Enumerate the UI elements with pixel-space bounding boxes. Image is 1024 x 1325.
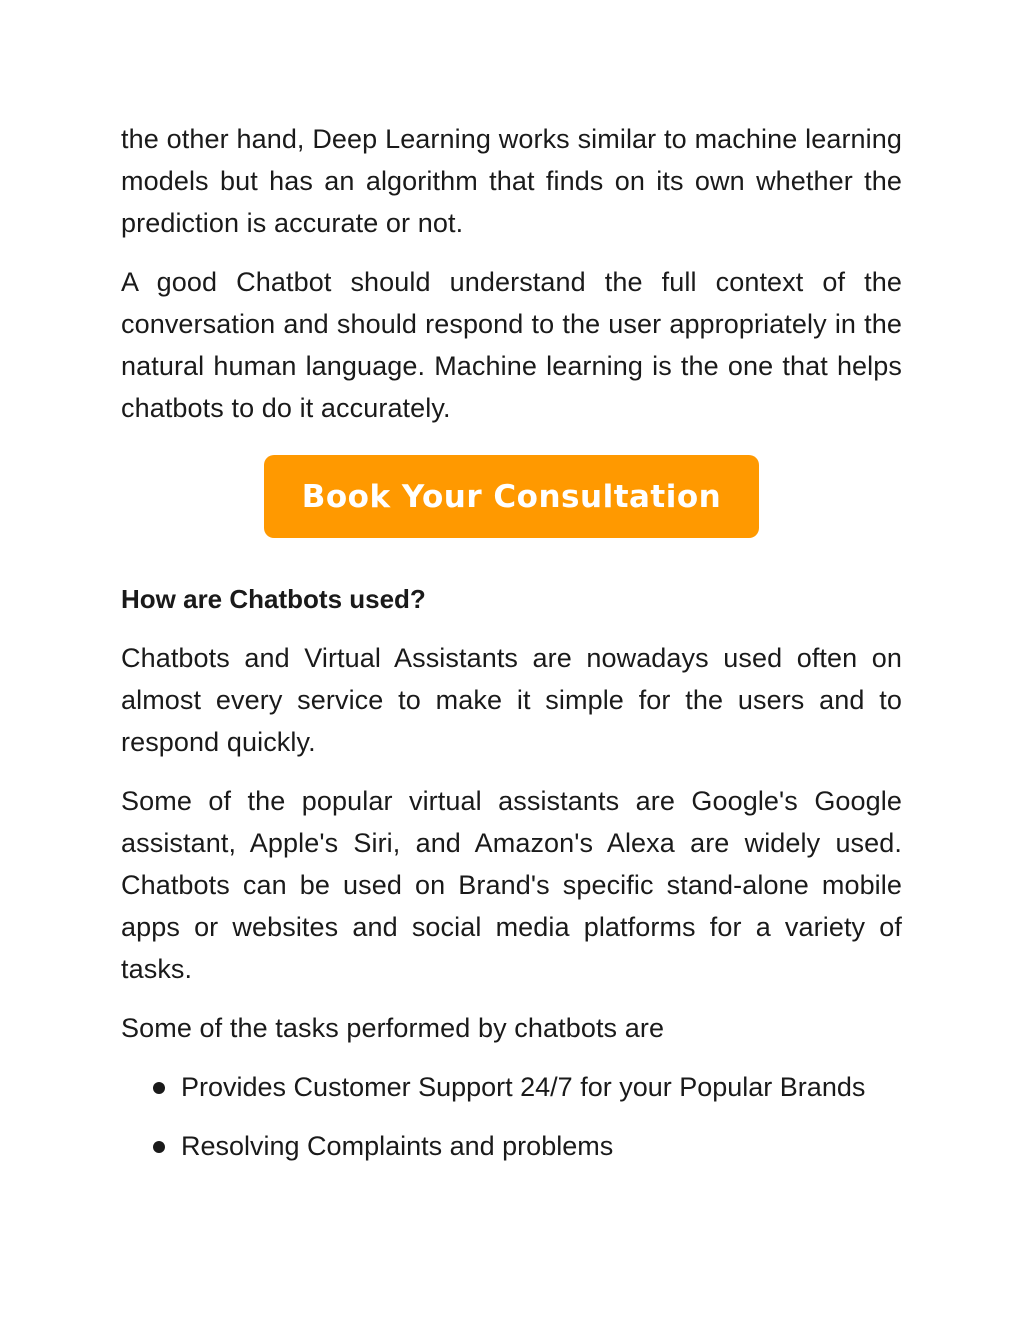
paragraph-chatbots-usage: Chatbots and Virtual Assistants are nowadays used often on almost every service to make it simple for the users and to respond quickly. [121, 643, 902, 757]
list-item-text: Resolving Complaints and problems [181, 1131, 614, 1161]
paragraph-good-chatbot: A good Chatbot should understand the full context of the conversation and should respond to the user appropriately in the natural human language. Machine learning is the one that helps chatbots to do it accurately. [121, 267, 902, 423]
bullet-dot-icon [153, 1082, 165, 1094]
book-consultation-button[interactable]: Book Your Consultation [264, 455, 759, 538]
list-item [153, 1066, 902, 1108]
cta-container [121, 455, 902, 538]
document-page [121, 118, 902, 1184]
paragraph-deep-learning: the other hand, Deep Learning works similar to machine learning models but has an algorithm that finds on its own whether the prediction is accurate or not. [121, 124, 902, 238]
tasks-list [121, 1066, 902, 1167]
bullet-dot-icon [153, 1141, 165, 1153]
list-item-text: Provides Customer Support 24/7 for your Popular Brands [181, 1072, 866, 1102]
section-heading: How are Chatbots used? [121, 584, 426, 614]
list-item [153, 1125, 902, 1167]
paragraph-tasks-intro: Some of the tasks performed by chatbots are [121, 1013, 665, 1043]
paragraph-virtual-assistants: Some of the popular virtual assistants are Google's Google assistant, Apple's Siri, and Amazon's Alexa are widely used. Chatbots can be used on Brand's specific stand-alone mobile apps or websites and social media platforms for a variety of tasks. [121, 786, 902, 984]
